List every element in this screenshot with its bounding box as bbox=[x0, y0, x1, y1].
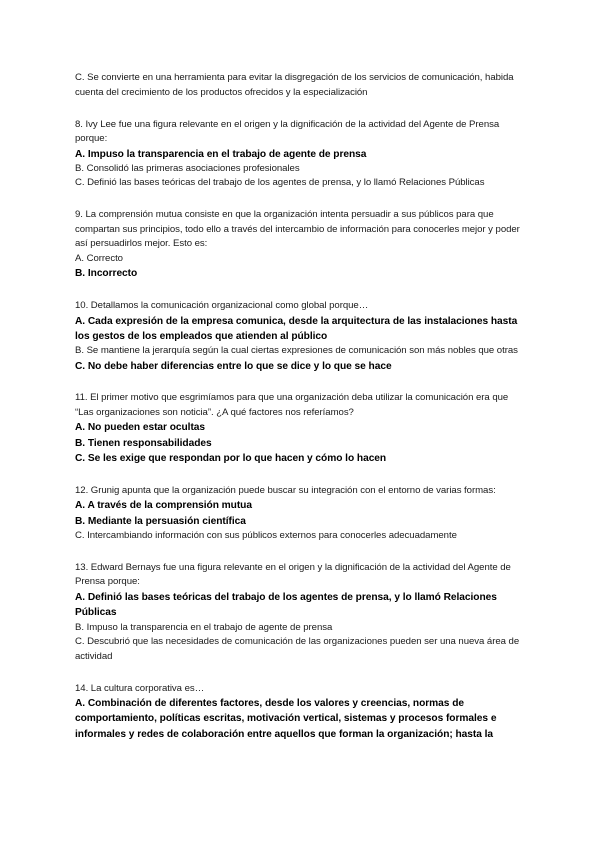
question-text: 14. La cultura corporativa es… bbox=[75, 682, 205, 694]
question-text: 13. Edward Bernays fue una figura relevante en el origen y la dignificación de la actividad del Agente de Prensa porque: bbox=[75, 561, 511, 588]
answer-option: A. Correcto bbox=[75, 252, 123, 264]
question-block bbox=[75, 208, 527, 281]
answer-option: C. Definió las bases teóricas del trabajo de los agentes de prensa, y lo llamó Relaciones Públicas bbox=[75, 177, 485, 189]
question-block bbox=[75, 391, 527, 466]
answer-continuation bbox=[75, 71, 527, 100]
answer-option: C. Se convierte en una herramienta para evitar la disgregación de los servicios de comunicación, habida cuenta del crecimiento de los productos ofrecidos y la especialización bbox=[75, 72, 514, 98]
question-block bbox=[75, 561, 527, 664]
answer-option-correct: B. Incorrecto bbox=[75, 268, 138, 280]
answer-option-correct: B. Tienen responsabilidades bbox=[75, 437, 212, 449]
answer-option: B. Consolidó las primeras asociaciones profesionales bbox=[75, 162, 300, 174]
answer-option: C. Descubrió que las necesidades de comunicación de las organizaciones pueden ser una nueva área de actividad bbox=[75, 636, 520, 662]
question-text: 9. La comprensión mutua consiste en que la organización intenta persuadir a sus públicos para que compartan sus principios, todo ello a través del intercambio de información para conocerles mejor y poder así persuadirlos mejor. Esto es: bbox=[75, 209, 520, 250]
question-text: 10. Detallamos la comunicación organizacional como global porque… bbox=[75, 300, 369, 312]
answer-option-correct: A. Impuso la transparencia en el trabajo de agente de prensa bbox=[75, 148, 367, 160]
question-text: 8. Ivy Lee fue una figura relevante en el origen y la dignificación de la actividad del Agente de Prensa porque: bbox=[75, 118, 500, 144]
answer-option-correct: A. A través de la comprensión mutua bbox=[75, 500, 252, 512]
answer-option: B. Se mantiene la jerarquía según la cual ciertas expresiones de comunicación son más nobles que otras bbox=[75, 345, 518, 357]
answer-option-correct: B. Mediante la persuasión científica bbox=[75, 515, 246, 527]
question-block bbox=[75, 118, 527, 191]
answer-option: B. Impuso la transparencia en el trabajo de agente de prensa bbox=[75, 621, 333, 633]
answer-option-correct: A. Cada expresión de la empresa comunica, desde la arquitectura de las instalaciones hasta los gestos de los empleados que atienden al público bbox=[75, 315, 518, 342]
answer-option-correct: A. No pueden estar ocultas bbox=[75, 422, 206, 434]
question-text: 11. El primer motivo que esgrimíamos para que una organización deba utilizar la comunicación era que “Las organizaciones son noticia”. ¿A qué factores nos referíamos? bbox=[75, 392, 509, 418]
answer-option-correct: C. No debe haber diferencias entre lo que se dice y lo que se hace bbox=[75, 360, 392, 372]
answer-option-correct: A. Definió las bases teóricas del trabajo de los agentes de prensa, y lo llamó Relaciones Públicas bbox=[75, 591, 497, 619]
question-text: 12. Grunig apunta que la organización puede buscar su integración con el entorno de varias formas: bbox=[75, 484, 496, 496]
answer-option: C. Intercambiando información con sus públicos externos para conocerles adecuadamente bbox=[75, 529, 457, 541]
answer-option-correct: C. Se les exige que respondan por lo que hacen y cómo lo hacen bbox=[75, 453, 387, 465]
question-list bbox=[75, 71, 527, 759]
question-block bbox=[75, 682, 527, 742]
question-block bbox=[75, 299, 527, 374]
answer-option-correct: A. Combinación de diferentes factores, desde los valores y creencias, normas de comportamiento, políticas escritas, motivación vertical, sistemas y procesos formales e informales y redes de colaboración entre aquellos que forman la organización; hasta la bbox=[75, 698, 497, 740]
question-block bbox=[75, 484, 527, 544]
